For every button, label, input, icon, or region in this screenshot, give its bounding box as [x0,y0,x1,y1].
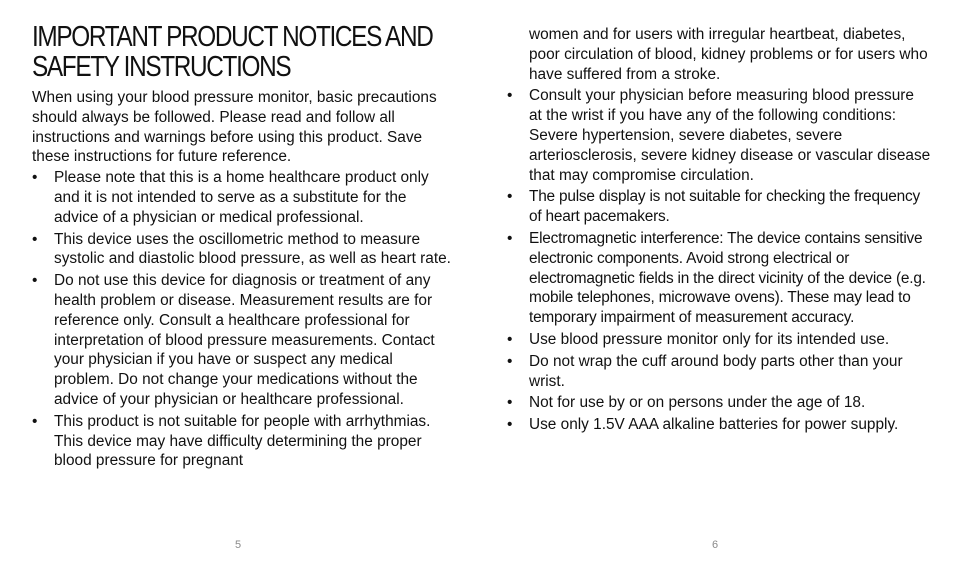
bullet-icon: • [507,87,513,105]
safety-list-right [507,86,931,435]
page-number-right: 6 [712,539,719,551]
bullet-icon: • [507,229,513,247]
list-item-text: Use blood pressure monitor only for its intended use. [529,330,890,348]
intro-paragraph: When using your blood pressure monitor, basic precautions should always be followed. Please read and follow all instructions and warnings before using this product. Save these instructions for future reference. [32,89,437,166]
list-item-text: Consult your physician before measuring blood pressure at the wrist if you have any of the following conditions: Severe hypertension, severe diabetes, severe arteriosclerosis, severe kidney disease or vascular disease that may compromise circulation. [529,87,931,184]
bullet-icon: • [507,352,513,370]
page-number-left: 5 [235,539,242,551]
list-item-text: This device uses the oscillometric method to measure systolic and diastolic blood pressure, as well as heart rate. [54,230,451,268]
list-item [32,412,454,471]
list-item-text: This product is not suitable for people with arrhythmias. This device may have difficulty determining the proper blood pressure for pregnant [54,412,431,470]
bullet-icon: • [507,416,513,434]
list-item-text: Use only 1.5V AAA alkaline batteries for power supply. [529,416,899,434]
list-item-text: Do not wrap the cuff around body parts other than your wrist. [529,352,903,390]
list-item [507,86,931,185]
page-title: IMPORTANT PRODUCT NOTICES AND SAFETY INSTRUCTIONS [32,21,433,83]
bullet-icon: • [32,412,38,430]
list-item-text: Do not use this device for diagnosis or treatment of any health problem or disease. Measurement results are for reference only. Consult a healthcare professional for interpretation of blood pressure measurements. Contact your physician if you have or suspect any medical problem. Do not change your medications without the advice of your physician or healthcare professional. [54,272,435,408]
continued-paragraph: women and for users with irregular heartbeat, diabetes, poor circulation of blood, kidney problems or for users who have suffered from a stroke. [529,26,928,83]
list-item [507,187,931,227]
bullet-icon: • [32,230,38,248]
safety-list-left [32,168,454,471]
list-item [32,230,454,270]
list-item [507,415,931,435]
list-item [32,168,454,227]
list-item-text: Please note that this is a home healthcare product only and it is not intended to serve as a substitute for the advice of a physician or medical professional. [54,169,429,226]
list-item [507,352,931,392]
list-item-text: Electromagnetic interference: The device contains sensitive electronic components. Avoid strong electrical or electromagnetic fields in the direct vicinity of the device (e.g. mobile telephones, microwave ovens). These may lead to temporary impairment of measurement accuracy. [529,229,926,327]
bullet-icon: • [32,169,38,187]
bullet-icon: • [507,394,513,412]
right-page [507,0,931,564]
list-item [507,330,931,350]
list-item [507,393,931,413]
list-item-text: Not for use by or on persons under the age of 18. [529,394,866,412]
list-item [507,229,931,328]
list-item-text: The pulse display is not suitable for checking the frequency of heart pacemakers. [529,188,920,226]
bullet-icon: • [32,272,38,290]
left-page [32,0,454,564]
bullet-icon: • [507,188,513,206]
bullet-icon: • [507,330,513,348]
list-item [32,271,454,410]
